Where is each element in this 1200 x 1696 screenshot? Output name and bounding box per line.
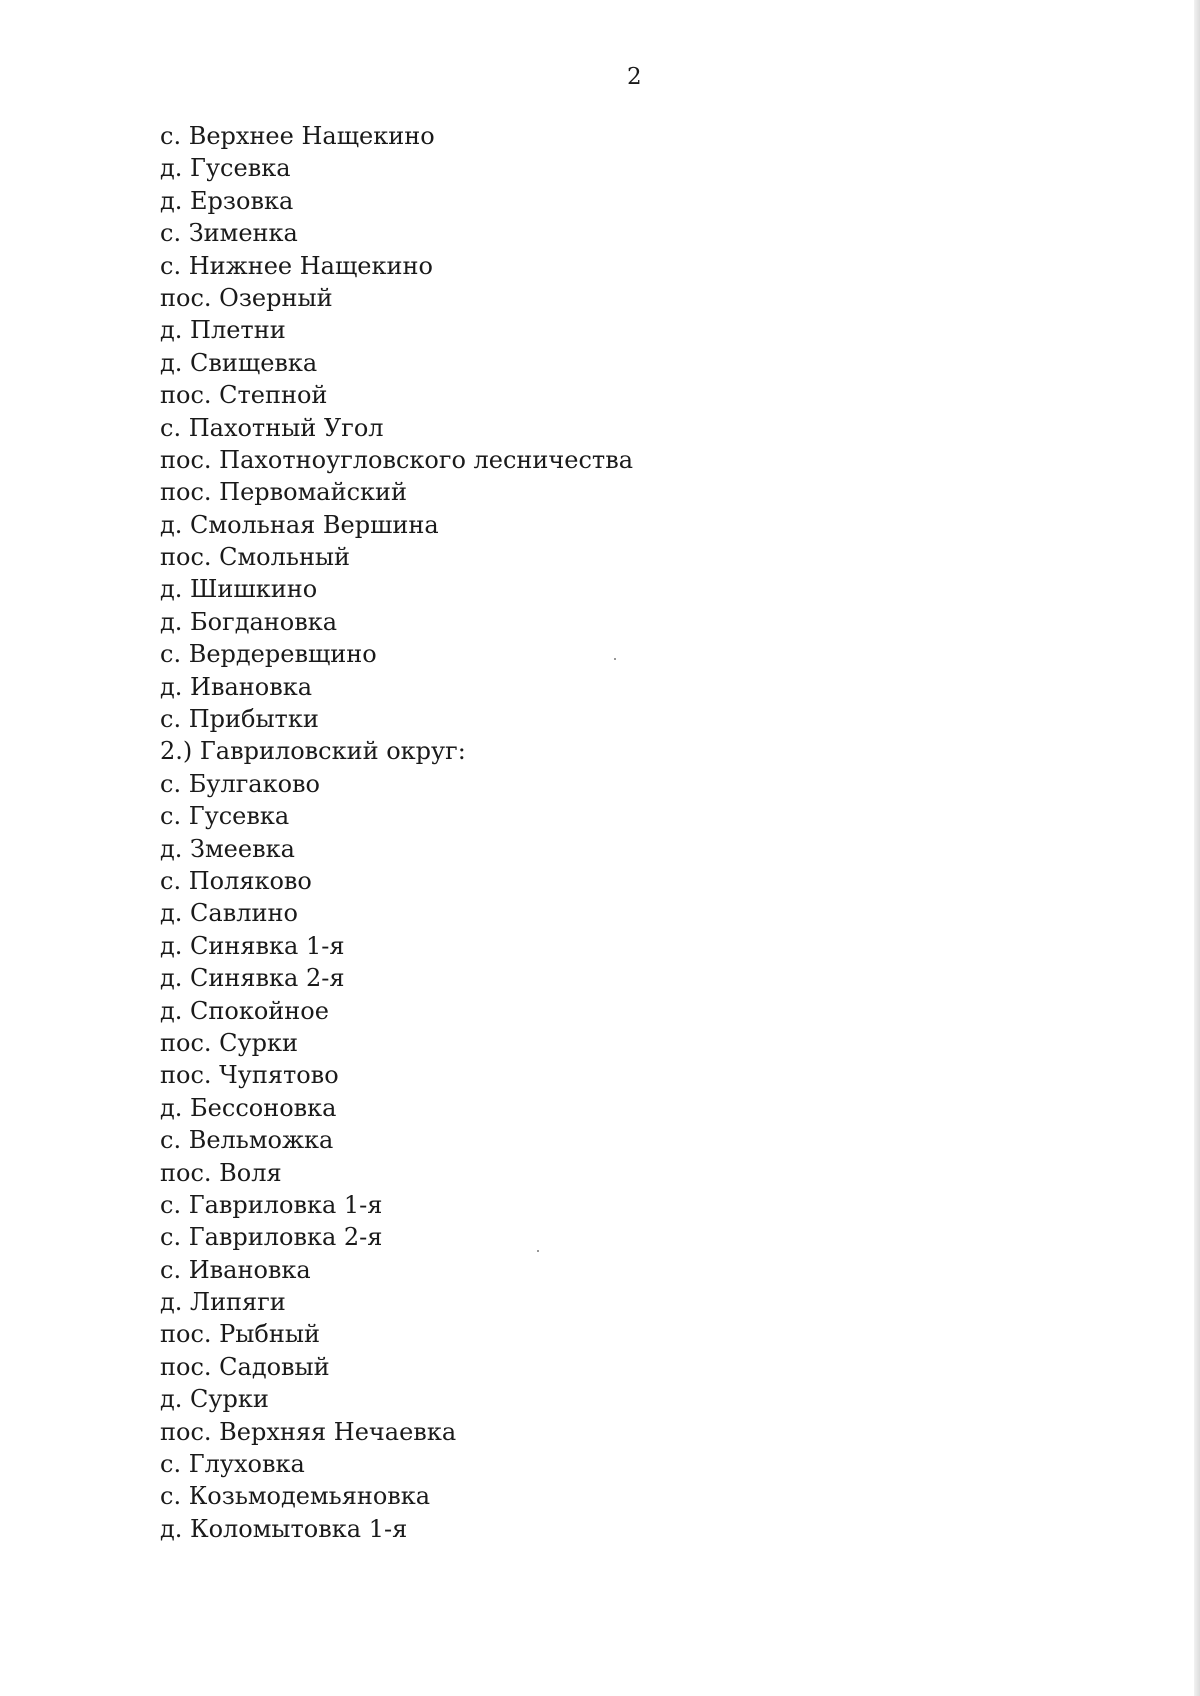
list-item: с. Глуховка [160, 1450, 305, 1479]
section-heading: 2.) Гавриловский округ: [160, 737, 466, 766]
list-item: с. Прибытки [160, 705, 319, 734]
list-item: пос. Чупятово [160, 1061, 339, 1090]
list-item: д. Шишкино [160, 575, 318, 604]
settlement-list [160, 120, 633, 1545]
list-item: д. Бессоновка [160, 1093, 337, 1122]
list-item: пос. Сурки [160, 1028, 298, 1057]
list-item: пос. Степной [160, 381, 328, 410]
list-item: д. Смольная Вершина [160, 510, 439, 539]
list-item: д. Спокойное [160, 996, 329, 1025]
list-item: с. Пахотный Угол [160, 413, 384, 442]
list-item: д. Плетни [160, 316, 286, 345]
list-item: с. Вердеревщино [160, 640, 377, 669]
list-item: д. Синявка 1-я [160, 931, 345, 960]
list-item: д. Сурки [160, 1385, 269, 1414]
list-item: д. Ивановка [160, 672, 313, 701]
page-number: 2 [627, 64, 642, 90]
list-item: с. Верхнее Нащекино [160, 122, 435, 150]
list-item: с. Ивановка [160, 1255, 311, 1284]
scanned-page-edge [1194, 0, 1200, 1696]
list-item: пос. Воля [160, 1158, 282, 1187]
list-item: пос. Садовый [160, 1352, 330, 1381]
list-item: д. Синявка 2-я [160, 964, 345, 993]
list-item: д. Ерзовка [160, 186, 294, 215]
list-item: с. Козьмодемьяновка [160, 1482, 431, 1511]
list-item: д. Змеевка [160, 834, 295, 863]
list-item: с. Булгаково [160, 769, 320, 798]
scan-speck [614, 658, 616, 660]
list-item: с. Нижнее Нащекино [160, 251, 433, 280]
list-item: д. Коломытовка 1-я [160, 1514, 408, 1543]
list-item: пос. Озерный [160, 283, 333, 312]
list-item: пос. Пахотноугловского лесничества [160, 445, 634, 474]
list-item: с. Зименка [160, 219, 298, 248]
scan-speck [537, 1250, 539, 1252]
list-item: пос. Смольный [160, 543, 351, 572]
list-item: д. Савлино [160, 899, 298, 928]
list-item: с. Гусевка [160, 802, 290, 831]
list-item: с. Вельможка [160, 1126, 334, 1155]
list-item: д. Богдановка [160, 607, 338, 636]
list-item: пос. Верхняя Нечаевка [160, 1417, 457, 1446]
list-item: с. Поляково [160, 866, 312, 895]
list-item: пос. Рыбный [160, 1320, 320, 1349]
list-item: д. Липяги [160, 1288, 286, 1317]
list-item: с. Гавриловка 1-я [160, 1190, 383, 1219]
list-item: д. Свищевка [160, 348, 318, 377]
list-item: с. Гавриловка 2-я [160, 1223, 383, 1252]
list-item: пос. Первомайский [160, 478, 408, 507]
list-item: д. Гусевка [160, 154, 291, 183]
